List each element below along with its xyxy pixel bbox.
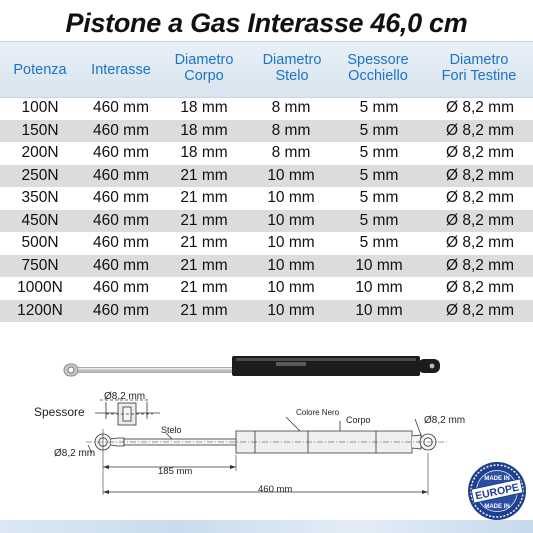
table-row bbox=[0, 210, 533, 233]
cell-potenza: 350N bbox=[21, 189, 59, 206]
cell-corpo: 18 mm bbox=[180, 121, 228, 139]
header-spessore-occhiello bbox=[336, 52, 420, 84]
cell-corpo: 18 mm bbox=[180, 144, 228, 161]
cell-potenza: 1200N bbox=[17, 301, 63, 319]
table-row bbox=[0, 187, 533, 210]
cell-potenza: 750N bbox=[21, 256, 59, 274]
cell-stelo: 10 mm bbox=[267, 211, 315, 229]
cell-occhiello: 5 mm bbox=[359, 189, 399, 206]
cell-corpo: 21 mm bbox=[180, 256, 228, 274]
cell-fori: Ø 8,2 mm bbox=[445, 256, 515, 274]
table-row bbox=[0, 255, 533, 278]
cell-corpo: 21 mm bbox=[180, 301, 228, 319]
cell-fori: Ø 8,2 mm bbox=[445, 234, 515, 251]
stelo-label: Stelo bbox=[161, 425, 182, 435]
header-potenza bbox=[2, 62, 78, 78]
cell-occhiello: 5 mm bbox=[359, 99, 399, 116]
cell-fori: Ø 8,2 mm bbox=[445, 99, 515, 116]
cell-potenza: 250N bbox=[21, 166, 59, 184]
cell-interasse: 460 mm bbox=[93, 256, 149, 274]
dimension-460-label: 460 mm bbox=[258, 484, 293, 495]
header-diametro-fori bbox=[428, 52, 530, 84]
stamp-top-text: MADE IN bbox=[484, 476, 510, 482]
table-row bbox=[0, 300, 533, 323]
cell-occhiello: 5 mm bbox=[359, 211, 399, 229]
cell-fori: Ø 8,2 mm bbox=[445, 144, 515, 161]
spessore-label: Spessore bbox=[34, 405, 85, 419]
cell-occhiello: 5 mm bbox=[359, 234, 399, 251]
cell-occhiello: 5 mm bbox=[359, 166, 399, 184]
bottom-decorative-band bbox=[0, 520, 533, 533]
cell-interasse: 460 mm bbox=[93, 211, 149, 229]
cell-interasse: 460 mm bbox=[93, 189, 149, 206]
cell-stelo: 8 mm bbox=[271, 121, 311, 139]
hole-right-label: Ø8,2 mm bbox=[424, 415, 466, 426]
hole-left-label: Ø8,2 mm bbox=[54, 448, 96, 459]
header-diametro-stelo-line1: Diametro bbox=[262, 52, 322, 68]
header-diametro-fori-line1: Diametro bbox=[449, 52, 509, 68]
header-interasse-label: Interasse bbox=[91, 62, 151, 78]
cell-fori: Ø 8,2 mm bbox=[445, 189, 515, 206]
cell-stelo: 10 mm bbox=[267, 166, 315, 184]
cell-fori: Ø 8,2 mm bbox=[445, 166, 515, 184]
cell-occhiello: 5 mm bbox=[359, 144, 399, 161]
header-diametro-corpo bbox=[162, 52, 246, 84]
cell-interasse: 460 mm bbox=[93, 121, 149, 139]
header-diametro-stelo bbox=[250, 52, 334, 84]
cell-occhiello: 10 mm bbox=[355, 279, 403, 296]
cell-corpo: 21 mm bbox=[180, 166, 228, 184]
cell-stelo: 8 mm bbox=[271, 144, 311, 161]
header-diametro-corpo-line1: Diametro bbox=[174, 52, 234, 68]
cell-stelo: 10 mm bbox=[267, 301, 315, 319]
cell-occhiello: 5 mm bbox=[359, 121, 399, 139]
table-row bbox=[0, 277, 533, 300]
header-interasse bbox=[82, 62, 160, 78]
cell-potenza: 150N bbox=[21, 121, 59, 139]
eyelet-detail bbox=[95, 400, 160, 425]
cell-stelo: 10 mm bbox=[267, 234, 315, 251]
cell-interasse: 460 mm bbox=[93, 166, 149, 184]
cell-potenza: 200N bbox=[21, 144, 59, 161]
dimension-185-label: 185 mm bbox=[158, 466, 193, 477]
table-row bbox=[0, 232, 533, 255]
colore-nero-label: Colore Nero bbox=[296, 408, 340, 417]
cell-corpo: 21 mm bbox=[180, 211, 228, 229]
header-potenza-label: Potenza bbox=[13, 62, 67, 78]
cell-stelo: 8 mm bbox=[271, 99, 311, 116]
cell-fori: Ø 8,2 mm bbox=[445, 279, 515, 296]
cell-potenza: 1000N bbox=[17, 279, 63, 296]
stamp-bottom-text: MADE IN bbox=[484, 504, 510, 510]
cell-potenza: 450N bbox=[21, 211, 59, 229]
table-row bbox=[0, 142, 533, 165]
page-title: Pistone a Gas Interasse 46,0 cm bbox=[65, 8, 468, 38]
cell-potenza: 100N bbox=[21, 99, 59, 116]
cell-corpo: 21 mm bbox=[180, 279, 228, 296]
cell-fori: Ø 8,2 mm bbox=[445, 121, 515, 139]
header-spessore-occhiello-line2: Occhiello bbox=[348, 68, 408, 84]
cell-occhiello: 10 mm bbox=[355, 301, 403, 319]
table-row bbox=[0, 97, 533, 120]
cell-potenza: 500N bbox=[21, 234, 59, 251]
cell-fori: Ø 8,2 mm bbox=[445, 211, 515, 229]
cell-interasse: 460 mm bbox=[93, 144, 149, 161]
cell-interasse: 460 mm bbox=[93, 301, 149, 319]
made-in-europe-stamp bbox=[466, 460, 528, 522]
header-diametro-corpo-line2: Corpo bbox=[184, 68, 224, 84]
cell-interasse: 460 mm bbox=[93, 279, 149, 296]
cell-stelo: 10 mm bbox=[267, 189, 315, 206]
cell-fori: Ø 8,2 mm bbox=[445, 301, 515, 319]
header-diametro-stelo-line2: Stelo bbox=[275, 68, 309, 84]
cell-interasse: 460 mm bbox=[93, 234, 149, 251]
header-diametro-fori-line2: Fori Testine bbox=[441, 68, 517, 84]
cell-interasse: 460 mm bbox=[93, 99, 149, 116]
cell-corpo: 21 mm bbox=[180, 189, 228, 206]
cell-occhiello: 10 mm bbox=[355, 256, 403, 274]
gas-spring-diagram bbox=[0, 343, 533, 518]
cell-stelo: 10 mm bbox=[267, 256, 315, 274]
cell-corpo: 21 mm bbox=[180, 234, 228, 251]
corpo-label: Corpo bbox=[346, 415, 371, 425]
header-spessore-occhiello-line1: Spessore bbox=[347, 52, 409, 68]
table-row bbox=[0, 165, 533, 188]
stamp-middle-text: EUROPE bbox=[474, 481, 521, 503]
gas-spring-photo bbox=[64, 356, 440, 376]
hole-top-label: Ø8,2 mm bbox=[104, 391, 146, 402]
table-row bbox=[0, 120, 533, 143]
cell-corpo: 18 mm bbox=[180, 99, 228, 116]
cell-stelo: 10 mm bbox=[267, 279, 315, 296]
